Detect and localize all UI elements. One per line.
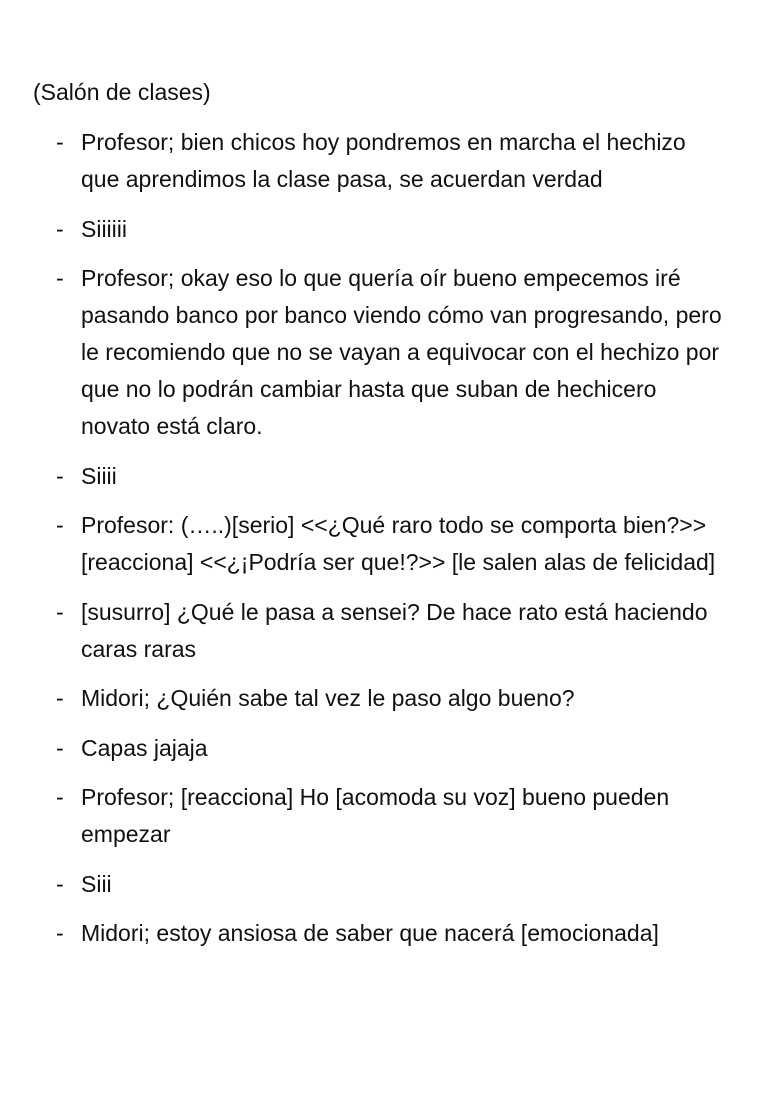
dialogue-text: Profesor; bien chicos hoy pondremos en marcha el hechizo que aprendimos la clase pasa, se acuerdan verdad bbox=[81, 129, 686, 192]
dialogue-text: Midori; ¿Quién sabe tal vez le paso algo bueno? bbox=[81, 685, 575, 711]
bullet-dash: - bbox=[56, 685, 64, 711]
dialogue-list bbox=[0, 124, 774, 965]
dialogue-line bbox=[0, 211, 774, 248]
dialogue-text: Midori; estoy ansiosa de saber que nacerá [emocionada] bbox=[81, 920, 659, 946]
dialogue-text: Siiiiii bbox=[81, 215, 127, 242]
bullet-dash: - bbox=[56, 870, 64, 897]
bullet-dash: - bbox=[56, 265, 64, 291]
dialogue-line bbox=[0, 779, 774, 853]
dialogue-line bbox=[0, 124, 774, 198]
bullet-dash: - bbox=[56, 598, 64, 625]
dialogue-line bbox=[0, 730, 774, 767]
bullet-dash: - bbox=[56, 734, 64, 761]
dialogue-text: Siii bbox=[81, 870, 112, 897]
dialogue-text: [susurro] ¿Qué le pasa a sensei? De hace rato está haciendo caras raras bbox=[81, 598, 708, 662]
dialogue-line bbox=[0, 458, 774, 495]
bullet-dash: - bbox=[56, 215, 64, 242]
bullet-dash: - bbox=[56, 462, 64, 489]
bullet-dash: - bbox=[56, 512, 64, 538]
dialogue-text: Profesor; [reacciona] Ho [acomoda su voz] bueno pueden empezar bbox=[81, 784, 670, 847]
dialogue-text: Capas jajaja bbox=[81, 734, 208, 761]
dialogue-line bbox=[0, 507, 774, 581]
dialogue-text: Profesor: (…..)[serio] <<¿Qué raro todo se comporta bien?>> [reacciona] <<¿¡Podría ser que!?>> [le salen alas de felicidad] bbox=[81, 512, 716, 575]
scene-heading: (Salón de clases) bbox=[33, 79, 211, 105]
bullet-dash: - bbox=[56, 920, 64, 946]
dialogue-text: Profesor; okay eso lo que quería oír bueno empecemos iré pasando banco por banco viendo cómo van progresando, pero le recomiendo que no se vayan a equivocar con el hechizo por que no lo podrán cambiar hasta que suban de hechicero novato está claro. bbox=[81, 265, 722, 439]
dialogue-line bbox=[0, 260, 774, 445]
bullet-dash: - bbox=[56, 784, 64, 810]
dialogue-line bbox=[0, 680, 774, 717]
dialogue-line bbox=[0, 915, 774, 952]
dialogue-line bbox=[0, 866, 774, 903]
bullet-dash: - bbox=[56, 129, 64, 155]
dialogue-line bbox=[0, 594, 774, 668]
dialogue-text: Siiii bbox=[81, 462, 117, 489]
